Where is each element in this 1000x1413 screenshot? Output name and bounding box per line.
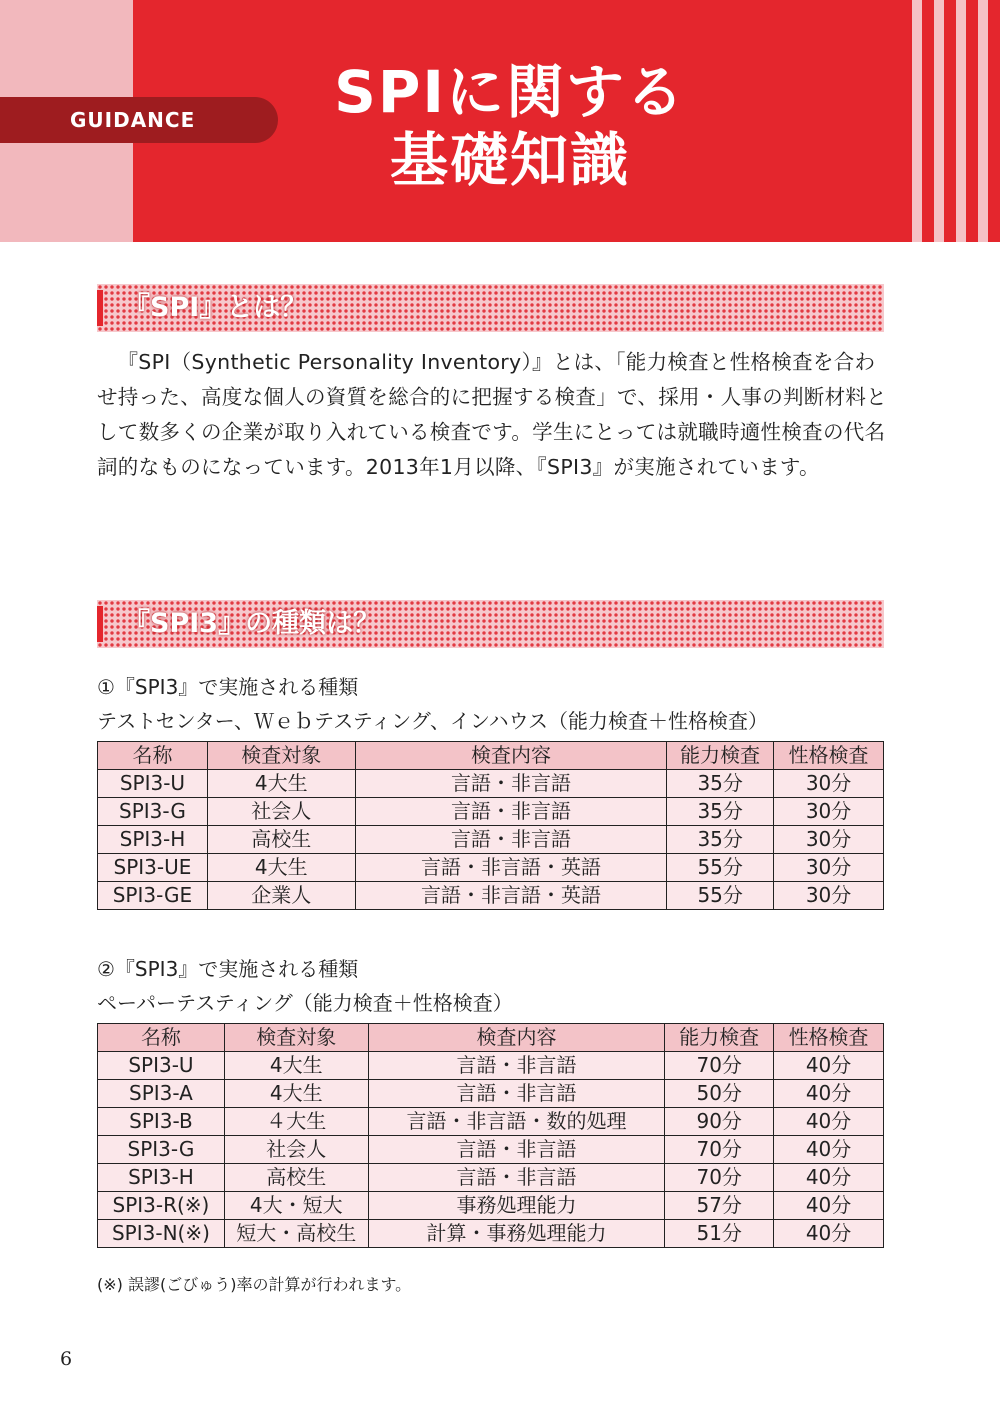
cell-content: 言語・非言語 <box>368 1164 665 1192</box>
table-row <box>98 854 884 882</box>
cell-ability-time: 35分 <box>667 770 774 798</box>
header-cell: 名称 <box>98 1024 225 1052</box>
cell-content: 言語・非言語・数的処理 <box>368 1108 665 1136</box>
table-row <box>98 1052 884 1080</box>
cell-name: SPI3-G <box>98 1136 225 1164</box>
intro-text: 『SPI（Synthetic Personality Inventory）』とは、「能力検査と性格検査を合わせ持った、高度な個人の資質を総合的に把握する検査」で、採用・人事の判断材料として数多くの企業が取り入れている検査です。学生にとっては就職時適性検査の代名詞的なものになっています。2013年1月以降、『SPI3』が実施されています。 <box>97 350 887 479</box>
cell-target: 企業人 <box>207 882 355 910</box>
header-stripes <box>900 0 1000 242</box>
cell-personality-time: 40分 <box>774 1220 884 1248</box>
header-cell: 性格検査 <box>774 1024 884 1052</box>
block1-title: ①『SPI3』で実施される種類 <box>97 675 359 699</box>
cell-name: SPI3-A <box>98 1080 225 1108</box>
cell-name: SPI3-H <box>98 826 208 854</box>
table-row <box>98 1192 884 1220</box>
footnote: (※) 誤謬(ごびゅう)率の計算が行われます。 <box>97 1275 412 1294</box>
table-row <box>98 1108 884 1136</box>
intro-paragraph <box>97 345 887 485</box>
section-heading-text: 『SPI3』の種類は？ <box>123 608 381 639</box>
cell-ability-time: 51分 <box>665 1220 774 1248</box>
table-row <box>98 1080 884 1108</box>
page-title-line1: SPIに関する <box>334 58 686 126</box>
cell-target: 4大生 <box>207 770 355 798</box>
cell-ability-time: 70分 <box>665 1164 774 1192</box>
spi3-table-online <box>97 741 884 910</box>
cell-personality-time: 30分 <box>774 854 884 882</box>
cell-target: ４大生 <box>224 1108 368 1136</box>
table-header-row <box>98 1024 884 1052</box>
cell-content: 言語・非言語 <box>368 1052 665 1080</box>
cell-name: SPI3-UE <box>98 854 208 882</box>
cell-target: 社会人 <box>207 798 355 826</box>
block1-subtitle: テストセンター、Ｗｅｂテスティング、インハウス（能力検査＋性格検査） <box>97 709 768 733</box>
table-row <box>98 770 884 798</box>
block2-subtitle: ペーパーテスティング（能力検査＋性格検査） <box>97 991 513 1015</box>
cell-ability-time: 57分 <box>665 1192 774 1220</box>
cell-content: 言語・非言語 <box>355 770 667 798</box>
cell-target: 短大・高校生 <box>224 1220 368 1248</box>
cell-ability-time: 50分 <box>665 1080 774 1108</box>
cell-content: 言語・非言語・英語 <box>355 854 667 882</box>
cell-personality-time: 30分 <box>774 798 884 826</box>
cell-ability-time: 70分 <box>665 1052 774 1080</box>
cell-target: 4大生 <box>207 854 355 882</box>
spi3-table-paper <box>97 1023 884 1248</box>
table-row <box>98 798 884 826</box>
page-title-line2: 基礎知識 <box>389 126 630 194</box>
cell-content: 言語・非言語 <box>355 826 667 854</box>
header-cell: 能力検査 <box>665 1024 774 1052</box>
cell-target: 社会人 <box>224 1136 368 1164</box>
cell-personality-time: 40分 <box>774 1136 884 1164</box>
header-cell: 名称 <box>98 742 208 770</box>
table-row <box>98 1136 884 1164</box>
cell-ability-time: 90分 <box>665 1108 774 1136</box>
header-cell: 性格検査 <box>774 742 884 770</box>
cell-personality-time: 30分 <box>774 882 884 910</box>
page-title <box>250 58 770 194</box>
cell-content: 計算・事務処理能力 <box>368 1220 665 1248</box>
table-row <box>98 1220 884 1248</box>
table-row <box>98 826 884 854</box>
header-cell: 能力検査 <box>667 742 774 770</box>
section-heading-spi <box>97 284 884 332</box>
cell-personality-time: 40分 <box>774 1080 884 1108</box>
cell-personality-time: 40分 <box>774 1164 884 1192</box>
cell-ability-time: 70分 <box>665 1136 774 1164</box>
cell-name: SPI3-GE <box>98 882 208 910</box>
cell-name: SPI3-N(※) <box>98 1220 225 1248</box>
cell-name: SPI3-U <box>98 770 208 798</box>
cell-personality-time: 40分 <box>774 1052 884 1080</box>
cell-personality-time: 30分 <box>774 770 884 798</box>
table-row <box>98 882 884 910</box>
cell-personality-time: 40分 <box>774 1192 884 1220</box>
cell-name: SPI3-G <box>98 798 208 826</box>
header-cell: 検査内容 <box>368 1024 665 1052</box>
header-cell: 検査対象 <box>224 1024 368 1052</box>
cell-content: 言語・非言語 <box>368 1080 665 1108</box>
cell-name: SPI3-H <box>98 1164 225 1192</box>
cell-ability-time: 55分 <box>667 854 774 882</box>
cell-content: 事務処理能力 <box>368 1192 665 1220</box>
header-cell: 検査内容 <box>355 742 667 770</box>
cell-name: SPI3-R(※) <box>98 1192 225 1220</box>
table-header-row <box>98 742 884 770</box>
guidance-tag: GUIDANCE <box>0 97 278 143</box>
cell-content: 言語・非言語 <box>355 798 667 826</box>
cell-ability-time: 35分 <box>667 798 774 826</box>
cell-personality-time: 30分 <box>774 826 884 854</box>
cell-name: SPI3-U <box>98 1052 225 1080</box>
page-number: 6 <box>60 1348 73 1370</box>
cell-ability-time: 55分 <box>667 882 774 910</box>
cell-ability-time: 35分 <box>667 826 774 854</box>
cell-target: 高校生 <box>224 1164 368 1192</box>
cell-personality-time: 40分 <box>774 1108 884 1136</box>
cell-name: SPI3-B <box>98 1108 225 1136</box>
cell-target: 高校生 <box>207 826 355 854</box>
cell-target: 4大生 <box>224 1052 368 1080</box>
header-cell: 検査対象 <box>207 742 355 770</box>
section-heading-text: 『SPI』とは？ <box>123 292 308 323</box>
section-heading-spi3-types <box>97 600 884 648</box>
cell-content: 言語・非言語・英語 <box>355 882 667 910</box>
cell-target: 4大生 <box>224 1080 368 1108</box>
cell-content: 言語・非言語 <box>368 1136 665 1164</box>
cell-target: 4大・短大 <box>224 1192 368 1220</box>
block2-title: ②『SPI3』で実施される種類 <box>97 957 359 981</box>
table-row <box>98 1164 884 1192</box>
